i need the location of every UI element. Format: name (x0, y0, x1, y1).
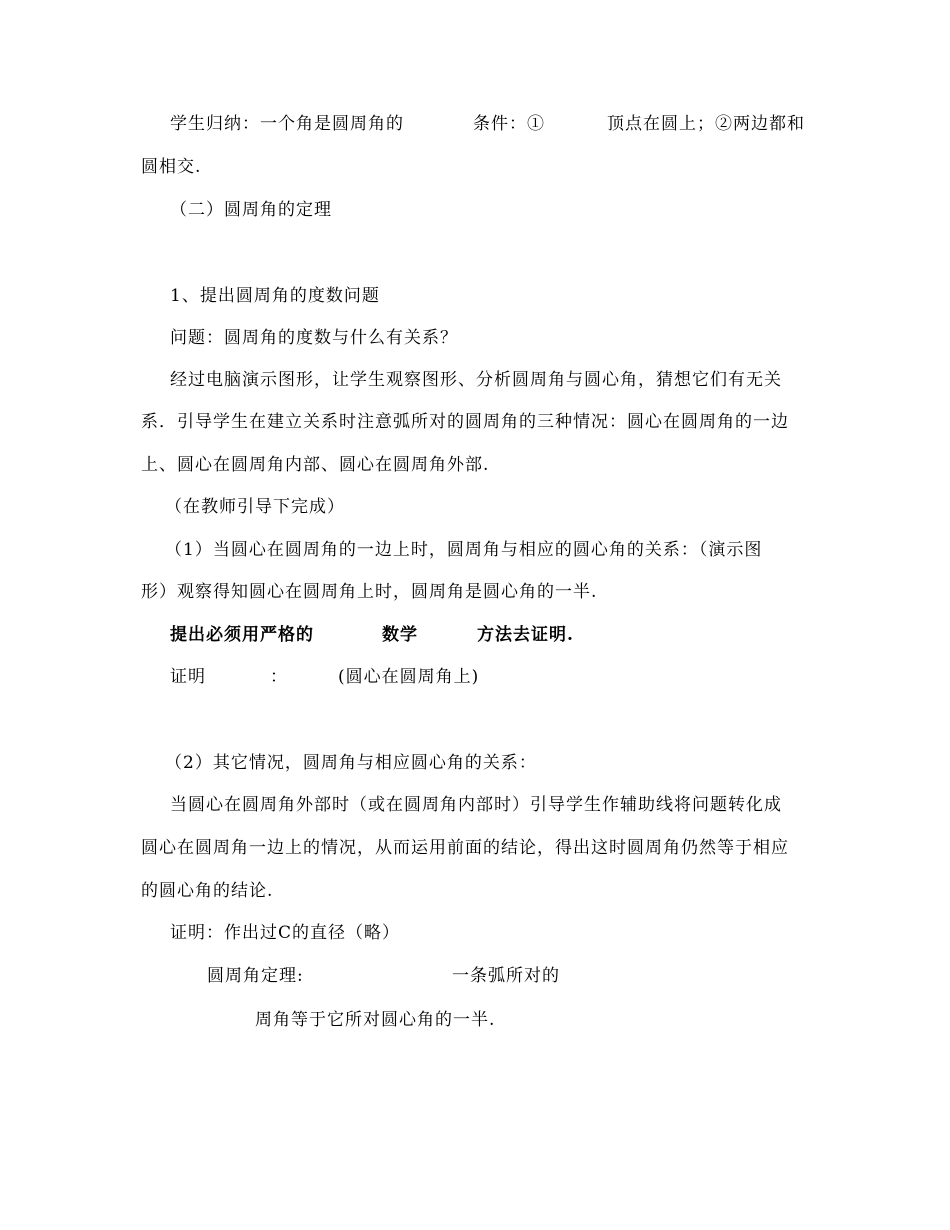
theorem-text-a: 一条弧所对的 (452, 966, 560, 986)
summary-line-1 (170, 114, 820, 134)
paragraph-1-line-2: 系．引导学生在建立关系时注意弧所对的圆周角的三种情况：圆心在圆周角的一边 (141, 412, 789, 432)
teacher-guided-note: （在教师引导下完成） (165, 497, 345, 517)
theorem-label: 圆周角定理: (207, 966, 304, 986)
rigorous-proof-line (170, 625, 670, 645)
proof-1-line (170, 667, 570, 687)
rigorous-proof-text-c: 方法去证明. (477, 625, 574, 645)
item-1-heading: 1、提出圆周角的度数问题 (170, 286, 380, 306)
paragraph-2-line-3: 的圆心角的结论. (141, 881, 274, 901)
rigorous-proof-text-a: 提出必须用严格的 (170, 625, 314, 645)
paragraph-1-line-1: 经过电脑演示图形，让学生观察图形、分析圆周角与圆心角，猜想它们有无关 (170, 370, 782, 390)
case-1-line-2: 形）观察得知圆心在圆周角上时，圆周角是圆心角的一半. (141, 582, 598, 602)
section-heading: （二）圆周角的定理 (170, 200, 332, 220)
paragraph-2-line-2: 圆心在圆周角一边上的情况，从而运用前面的结论，得出这时圆周角仍然等于相应 (141, 838, 789, 858)
summary-text-c: 顶点在圆上；②两边都和 (607, 114, 805, 134)
theorem-line-1 (207, 966, 607, 986)
paragraph-1-line-3: 上、圆心在圆周角内部、圆心在圆周角外部. (141, 455, 490, 475)
summary-text-b: 条件：① (473, 114, 545, 134)
proof-1-colon: ： (270, 667, 288, 687)
question-line: 问题：圆周角的度数与什么有关系？ (170, 328, 458, 348)
theorem-line-2: 周角等于它所对圆心角的一半. (255, 1010, 496, 1030)
summary-line-2: 圆相交. (141, 157, 202, 177)
paragraph-2-line-1: 当圆心在圆周角外部时（或在圆周角内部时）引导学生作辅助线将问题转化成 (170, 795, 782, 815)
proof-1-note: (圆心在圆周角上) (338, 667, 480, 687)
proof-2-line: 证明：作出过C的直径（略） (170, 923, 401, 943)
summary-text-a: 学生归纳：一个角是圆周角的 (170, 114, 404, 134)
proof-1-label: 证明 (170, 667, 206, 687)
case-1-line-1: （1）当圆心在圆周角的一边上时，圆周角与相应的圆心角的关系：（演示图 (165, 540, 763, 560)
case-2-heading: （2）其它情况，圆周角与相应圆心角的关系： (165, 753, 537, 773)
rigorous-proof-text-b: 数学 (382, 625, 418, 645)
